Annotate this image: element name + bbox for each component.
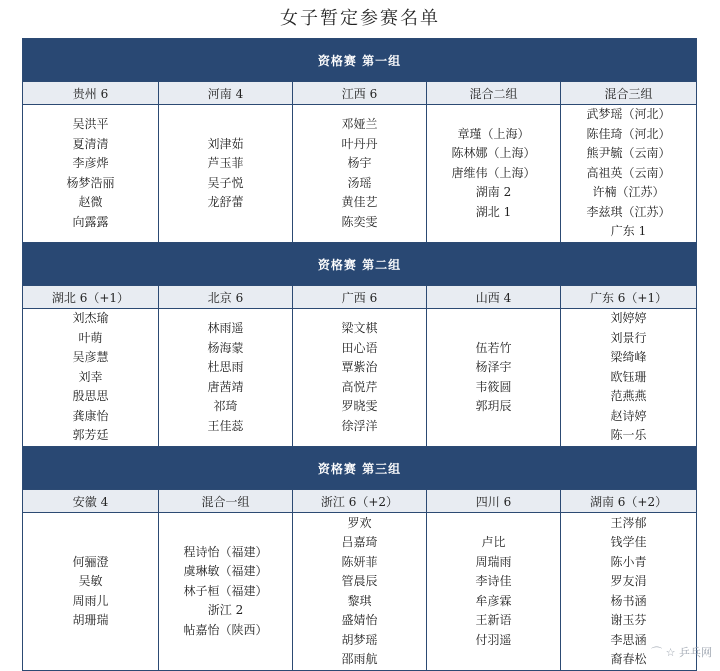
player-name: 龚康怡 [72, 408, 109, 423]
player-name: 伍若竹 [475, 340, 512, 355]
player-name: 梁文棋 [341, 321, 378, 335]
team-header: 混合二组 [427, 82, 561, 105]
player-name: 陈奕雯 [341, 214, 378, 229]
team-members [23, 105, 159, 243]
player-name: 林子桓（福建） [183, 583, 268, 598]
player-name: 吴敏 [78, 574, 103, 588]
team-members [293, 513, 427, 671]
player-name: 陈一乐 [610, 428, 647, 443]
team-members [427, 309, 561, 447]
team-header: 广西 6 [293, 286, 427, 309]
player-name: 王新语 [475, 613, 512, 627]
team-header: 湖北 6（+1） [23, 286, 159, 309]
team-header-row [23, 286, 697, 309]
player-name: 罗欢 [347, 515, 372, 530]
player-name: 陈林娜（上海） [451, 146, 536, 161]
player-name: 刘婷婷 [610, 311, 647, 326]
player-name: 湖南 2 [475, 185, 512, 200]
player-name: 向露露 [72, 214, 109, 229]
player-name: 周瑞雨 [475, 554, 512, 569]
player-name: 罗友涓 [610, 574, 647, 588]
player-name: 范燕燕 [610, 389, 647, 404]
player-name: 王涔郁 [610, 515, 647, 530]
player-name: 许楠（江苏） [592, 185, 665, 200]
player-name: 李诗佳 [475, 574, 512, 588]
player-name: 林雨遥 [207, 321, 244, 335]
player-name: 赵微 [78, 195, 103, 209]
group-title: 资格赛 第二组 [23, 243, 697, 286]
player-name: 裔春松 [610, 652, 647, 666]
player-name: 龙舒蕾 [207, 195, 244, 209]
team-header: 安徽 4 [23, 490, 159, 513]
player-name: 吴子悦 [207, 175, 244, 190]
team-header: 贵州 6 [23, 82, 159, 105]
player-name: 章瑾（上海） [457, 126, 530, 141]
player-name: 邵雨航 [341, 652, 378, 666]
team-members [159, 105, 293, 243]
player-name: 黄佳艺 [341, 195, 378, 209]
team-members [159, 513, 293, 671]
player-name: 管晨辰 [341, 574, 378, 588]
team-header-row [23, 82, 697, 105]
player-name: 陈佳琦（河北） [586, 126, 671, 141]
team-header-row [23, 490, 697, 513]
team-members [159, 309, 293, 447]
roster-table [22, 38, 697, 671]
player-name: 杨宇 [347, 156, 372, 170]
player-name: 钱学佳 [610, 535, 647, 549]
player-name: 杨书涵 [610, 593, 647, 608]
player-name: 夏清清 [72, 136, 109, 151]
team-members [427, 105, 561, 243]
team-members-row [23, 513, 697, 671]
group-band [23, 243, 697, 286]
team-header: 湖南 6（+2） [561, 490, 697, 513]
watermark-text: ⌒ ☆ 乒乓网 [651, 646, 712, 659]
team-members [293, 309, 427, 447]
player-name: 叶萌 [78, 330, 103, 345]
player-name: 徐浮洋 [341, 418, 378, 433]
group-band [23, 39, 697, 82]
player-name: 湖北 1 [475, 204, 512, 219]
player-name: 祁琦 [213, 399, 238, 413]
player-name: 陈妍菲 [341, 554, 378, 569]
team-header: 河南 4 [159, 82, 293, 105]
player-name: 程诗怡（福建） [183, 544, 268, 559]
player-name: 唐茜靖 [207, 379, 244, 394]
player-name: 何骊澄 [72, 554, 109, 569]
player-name: 芦玉菲 [207, 156, 244, 170]
player-name: 牟彦霖 [475, 593, 512, 608]
player-name: 唐维伟（上海） [451, 165, 536, 180]
player-name: 虞琳敏（福建） [183, 564, 268, 579]
player-name: 邓娅兰 [341, 117, 378, 131]
player-name: 谢玉芬 [610, 613, 647, 627]
team-header: 混合三组 [561, 82, 697, 105]
page-title: 女子暂定参赛名单 [280, 8, 440, 29]
player-name: 王佳蕊 [207, 418, 244, 433]
player-name: 浙江 2 [207, 603, 244, 618]
group-title: 资格赛 第一组 [23, 39, 697, 82]
player-name: 汤瑶 [347, 175, 372, 190]
player-name: 叶丹丹 [341, 136, 378, 151]
player-name: 胡珊瑞 [72, 613, 109, 627]
player-name: 吕嘉琦 [341, 535, 378, 549]
player-name: 刘津茹 [207, 136, 244, 151]
player-name: 吴彦慧 [72, 350, 109, 365]
group-title: 资格赛 第三组 [23, 447, 697, 490]
team-members [23, 309, 159, 447]
player-name: 罗晓雯 [341, 399, 378, 413]
player-name: 高祖英（云南） [586, 165, 671, 180]
player-name: 欧钰珊 [610, 369, 647, 384]
player-name: 殷思思 [72, 389, 109, 404]
team-members [293, 105, 427, 243]
team-header: 广东 6（+1） [561, 286, 697, 309]
player-name: 周雨儿 [72, 593, 109, 608]
player-name: 胡梦瑶 [341, 632, 378, 647]
group-band [23, 447, 697, 490]
player-name: 李思涵 [610, 632, 647, 647]
player-name: 郭玥辰 [475, 399, 512, 413]
player-name: 刘杰瑜 [72, 311, 109, 326]
player-name: 田心语 [341, 340, 378, 355]
team-header: 山西 4 [427, 286, 561, 309]
player-name: 李兹琪（江苏） [586, 204, 671, 219]
player-name: 熊尹毓（云南） [586, 146, 671, 161]
team-header: 混合一组 [159, 490, 293, 513]
team-members-row [23, 105, 697, 243]
team-members [427, 513, 561, 671]
player-name: 杨泽宇 [475, 360, 512, 374]
player-name: 卢比 [481, 535, 506, 549]
team-header: 北京 6 [159, 286, 293, 309]
team-header: 四川 6 [427, 490, 561, 513]
player-name: 覃紫治 [341, 360, 378, 374]
player-name: 陈小青 [610, 554, 647, 569]
player-name: 广东 1 [610, 224, 647, 239]
player-name: 武梦瑶（河北） [586, 107, 671, 122]
player-name: 梁绮峰 [610, 350, 647, 365]
player-name: 杨海蒙 [207, 340, 244, 355]
player-name: 吴洪平 [72, 117, 109, 131]
player-name: 盛婧怡 [341, 613, 378, 627]
player-name: 付羽遥 [475, 632, 512, 647]
team-members [561, 309, 697, 447]
player-name: 李彦烨 [72, 156, 109, 170]
team-header: 江西 6 [293, 82, 427, 105]
team-header: 浙江 6（+2） [293, 490, 427, 513]
player-name: 韦筱圆 [475, 379, 512, 394]
player-name: 赵诗婷 [610, 408, 647, 423]
team-members [23, 513, 159, 671]
team-members [561, 105, 697, 243]
player-name: 黎琪 [347, 593, 372, 608]
player-name: 高悦芹 [341, 379, 378, 394]
team-members-row [23, 309, 697, 447]
player-name: 帖嘉怡（陕西） [183, 622, 268, 637]
player-name: 刘幸 [78, 369, 103, 384]
player-name: 杜思雨 [207, 360, 244, 374]
player-name: 刘景行 [610, 330, 647, 345]
player-name: 杨梦浩丽 [66, 175, 115, 190]
player-name: 郭芳廷 [72, 428, 109, 443]
